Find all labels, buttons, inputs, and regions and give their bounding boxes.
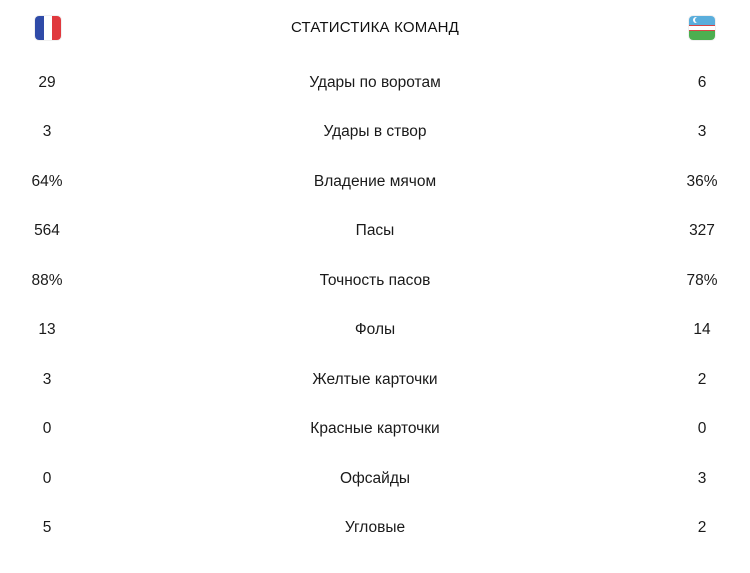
uzbekistan-flag-icon: [689, 16, 715, 40]
stat-row-corners: [0, 504, 750, 554]
away-value: 2: [697, 370, 707, 388]
stat-row-fouls: [0, 306, 750, 356]
stat-label: Офсайды: [339, 469, 411, 487]
stat-label: Удары по воротам: [309, 73, 441, 91]
home-value: 5: [42, 519, 52, 537]
away-value: 327: [689, 222, 715, 240]
home-value: 3: [42, 370, 52, 388]
crescent-cutout: [695, 17, 701, 23]
away-value: 2: [697, 519, 707, 537]
home-value: 0: [42, 420, 52, 438]
away-value: 3: [697, 123, 707, 141]
stats-table: [0, 58, 750, 553]
stat-row-shots: [0, 58, 750, 108]
away-value: 14: [693, 321, 711, 339]
home-value: 88%: [31, 271, 63, 289]
home-value: 0: [42, 469, 52, 487]
stat-label: Точность пасов: [319, 271, 431, 289]
stat-row-passes: [0, 207, 750, 257]
stat-row-pass-accuracy: [0, 256, 750, 306]
stat-label: Красные карточки: [310, 420, 440, 438]
home-value: 29: [38, 73, 56, 91]
stat-label: Угловые: [344, 519, 406, 537]
home-value: 64%: [31, 172, 63, 190]
page-title: СТАТИСТИКА КОМАНД: [290, 19, 460, 36]
stat-row-red-cards: [0, 405, 750, 455]
stat-label: Фолы: [354, 321, 396, 339]
away-value: 78%: [686, 271, 718, 289]
stat-row-shots-on-target: [0, 108, 750, 158]
stat-label: Пасы: [355, 222, 395, 240]
away-value: 36%: [686, 172, 718, 190]
home-value: 564: [34, 222, 60, 240]
stat-label: Удары в створ: [323, 123, 427, 141]
flag-band-blue: [689, 16, 715, 25]
home-value: 13: [38, 321, 56, 339]
stat-label: Желтые карточки: [312, 370, 438, 388]
stat-row-possession: [0, 157, 750, 207]
stat-row-yellow-cards: [0, 355, 750, 405]
away-value: 3: [697, 469, 707, 487]
away-value: 6: [697, 73, 707, 91]
stat-row-offsides: [0, 454, 750, 504]
stat-label: Владение мячом: [313, 172, 437, 190]
away-value: 0: [697, 420, 707, 438]
stats-header: [0, 0, 750, 58]
home-value: 3: [42, 123, 52, 141]
flag-band-green: [689, 31, 715, 40]
